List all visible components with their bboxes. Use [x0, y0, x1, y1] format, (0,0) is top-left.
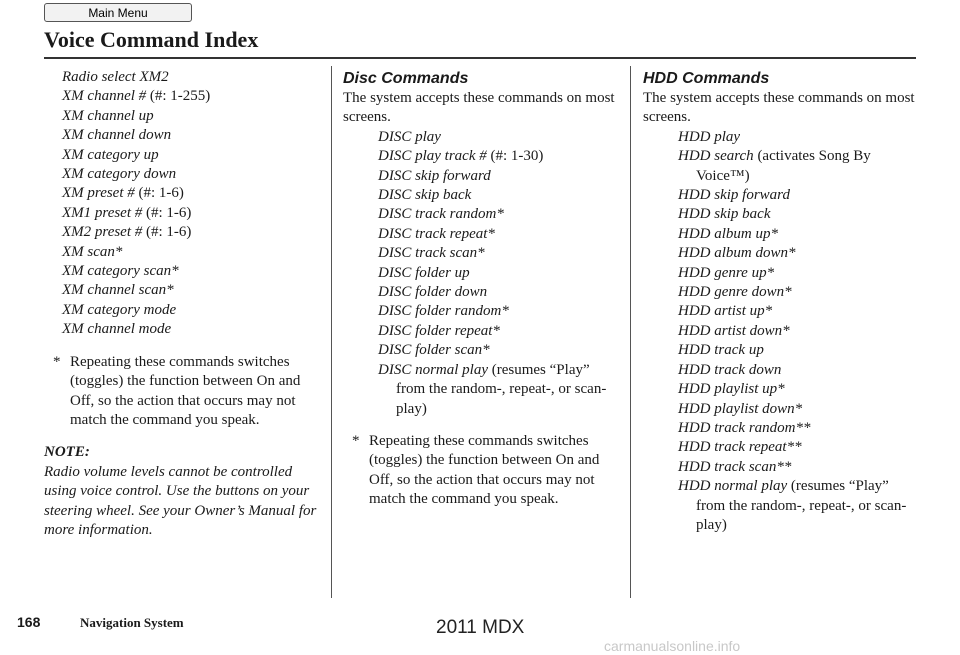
- command-phrase: DISC folder random*: [378, 303, 509, 320]
- command-item: [643, 147, 923, 186]
- note-label: NOTE:: [44, 444, 90, 461]
- command-phrase: HDD normal play: [678, 478, 788, 495]
- command-phrase: DISC folder up: [378, 264, 470, 281]
- command-phrase: XM channel down: [62, 127, 172, 144]
- radio-command-list: [44, 68, 324, 340]
- command-item: [643, 341, 923, 360]
- command-item: [643, 205, 923, 224]
- command-phrase: HDD search: [678, 148, 754, 165]
- command-item: [44, 87, 324, 106]
- command-item: [343, 361, 623, 419]
- command-item: [343, 167, 623, 186]
- footnote-text: Repeating these commands switches (toggles) the function between On and Off, so the action that occurs may not match the command you speak.: [369, 432, 600, 508]
- command-item: [44, 184, 324, 203]
- command-item: [643, 283, 923, 302]
- command-phrase: HDD album down*: [678, 245, 796, 262]
- model-label: 2011 MDX: [436, 617, 525, 638]
- disc-commands-heading: Disc Commands: [343, 70, 469, 87]
- column-hdd: [643, 68, 923, 535]
- command-phrase: HDD genre up*: [678, 264, 775, 281]
- command-note-continued: Voice™): [696, 167, 750, 184]
- command-phrase: HDD play: [678, 128, 741, 145]
- command-note: (activates Song By: [753, 148, 871, 165]
- command-item: [343, 225, 623, 244]
- command-item: [343, 205, 623, 224]
- command-phrase: DISC skip back: [378, 187, 472, 204]
- command-phrase: DISC skip forward: [378, 167, 491, 184]
- page-number: 168: [17, 614, 41, 630]
- command-phrase: XM channel #: [62, 88, 147, 105]
- footnote-marker: *: [352, 432, 360, 449]
- command-note-continued: from the random-, repeat-, or scan-play): [396, 381, 607, 417]
- command-phrase: HDD playlist down*: [678, 400, 803, 417]
- command-phrase: DISC folder scan*: [378, 342, 490, 359]
- command-phrase: HDD track up: [678, 342, 764, 359]
- command-item: [643, 264, 923, 283]
- command-phrase: DISC play: [378, 128, 441, 145]
- command-note: (#: 1-6): [142, 224, 192, 241]
- command-phrase: XM category mode: [62, 301, 177, 318]
- command-item: [643, 400, 923, 419]
- page-title: Voice Command Index: [44, 27, 259, 52]
- command-phrase: DISC normal play: [378, 361, 488, 378]
- command-phrase: HDD skip forward: [678, 187, 790, 204]
- command-item: [643, 458, 923, 477]
- command-item: [44, 146, 324, 165]
- hdd-commands-heading: HDD Commands: [643, 70, 770, 87]
- command-item: [643, 419, 923, 438]
- disc-intro: The system accepts these commands on most screens.: [343, 90, 615, 126]
- command-phrase: HDD track scan**: [678, 458, 792, 475]
- command-phrase: DISC folder repeat*: [378, 322, 500, 339]
- command-note: (#: 1-255): [146, 88, 211, 105]
- command-item: [343, 283, 623, 302]
- command-phrase: HDD genre down*: [678, 284, 792, 301]
- command-item: [643, 244, 923, 263]
- command-note: (#: 1-6): [134, 185, 184, 202]
- command-phrase: XM channel up: [62, 107, 154, 124]
- command-item: [44, 204, 324, 223]
- command-item: [643, 322, 923, 341]
- footnote-disc: [343, 432, 623, 510]
- command-item: [44, 243, 324, 262]
- command-phrase: XM category down: [62, 166, 177, 183]
- disc-command-list: [343, 128, 623, 419]
- title-divider: [44, 57, 916, 59]
- command-phrase: HDD track repeat**: [678, 439, 802, 456]
- footnote-radio: [44, 353, 324, 431]
- command-phrase: XM channel scan*: [62, 282, 174, 299]
- command-item: [643, 302, 923, 321]
- command-item: [44, 301, 324, 320]
- main-menu-button[interactable]: Main Menu: [44, 3, 192, 22]
- command-phrase: XM preset #: [62, 185, 135, 202]
- command-item: [643, 361, 923, 380]
- command-note-continued: from the random-, repeat-, or scan-play): [696, 497, 907, 533]
- column-divider-2: [630, 66, 631, 598]
- hdd-intro: The system accepts these commands on most screens.: [643, 90, 915, 126]
- command-item: [44, 223, 324, 242]
- command-phrase: DISC track scan*: [378, 245, 485, 262]
- command-phrase: XM category up: [62, 146, 159, 163]
- command-item: [643, 477, 923, 535]
- command-phrase: HDD playlist up*: [678, 381, 785, 398]
- command-item: [343, 128, 623, 147]
- command-item: [343, 302, 623, 321]
- command-phrase: HDD artist down*: [678, 322, 790, 339]
- command-item: [343, 186, 623, 205]
- command-note: (resumes “Play”: [488, 361, 590, 378]
- command-phrase: HDD track random**: [678, 419, 811, 436]
- command-item: [44, 68, 324, 87]
- command-item: [343, 341, 623, 360]
- command-item: [343, 244, 623, 263]
- command-phrase: XM1 preset #: [62, 204, 143, 221]
- command-item: [343, 322, 623, 341]
- command-phrase: XM scan*: [62, 243, 123, 260]
- command-phrase: DISC track repeat*: [378, 225, 495, 242]
- command-item: [44, 107, 324, 126]
- footer-section-label: Navigation System: [80, 615, 184, 630]
- command-item: [44, 126, 324, 145]
- command-phrase: Radio select XM2: [62, 69, 169, 85]
- command-phrase: XM2 preset #: [62, 224, 143, 241]
- command-item: [643, 186, 923, 205]
- column-disc: [343, 68, 623, 510]
- command-phrase: DISC folder down: [378, 284, 488, 301]
- command-item: [44, 262, 324, 281]
- command-item: [343, 264, 623, 283]
- watermark: carmanualsonline.info: [604, 638, 741, 654]
- command-item: [643, 225, 923, 244]
- command-note: (#: 1-6): [142, 204, 192, 221]
- command-item: [643, 438, 923, 457]
- column-divider-1: [331, 66, 332, 598]
- command-item: [643, 128, 923, 147]
- command-phrase: HDD track down: [678, 361, 782, 378]
- note-text: Radio volume levels cannot be controlled using voice control. Use the buttons on your steering wheel. See your Owner’s Manual for more information.: [44, 463, 317, 538]
- command-phrase: DISC track random*: [378, 206, 504, 223]
- command-note: (#: 1-30): [486, 148, 544, 165]
- footnote-marker: *: [53, 353, 61, 370]
- footnote-text: Repeating these commands switches (toggles) the function between On and Off, so the action that occurs may not match the command you speak.: [70, 353, 301, 428]
- command-phrase: XM category scan*: [62, 263, 179, 280]
- command-note: (resumes “Play”: [787, 478, 889, 495]
- command-item: [44, 320, 324, 339]
- column-radio: [44, 68, 324, 540]
- command-phrase: HDD album up*: [678, 225, 778, 242]
- command-phrase: HDD skip back: [678, 206, 771, 223]
- command-item: [643, 380, 923, 399]
- command-phrase: XM channel mode: [62, 321, 172, 338]
- command-item: [44, 281, 324, 300]
- command-phrase: HDD artist up*: [678, 303, 773, 320]
- hdd-command-list: [643, 128, 923, 536]
- command-item: [44, 165, 324, 184]
- command-phrase: DISC play track #: [378, 148, 487, 165]
- command-item: [343, 147, 623, 166]
